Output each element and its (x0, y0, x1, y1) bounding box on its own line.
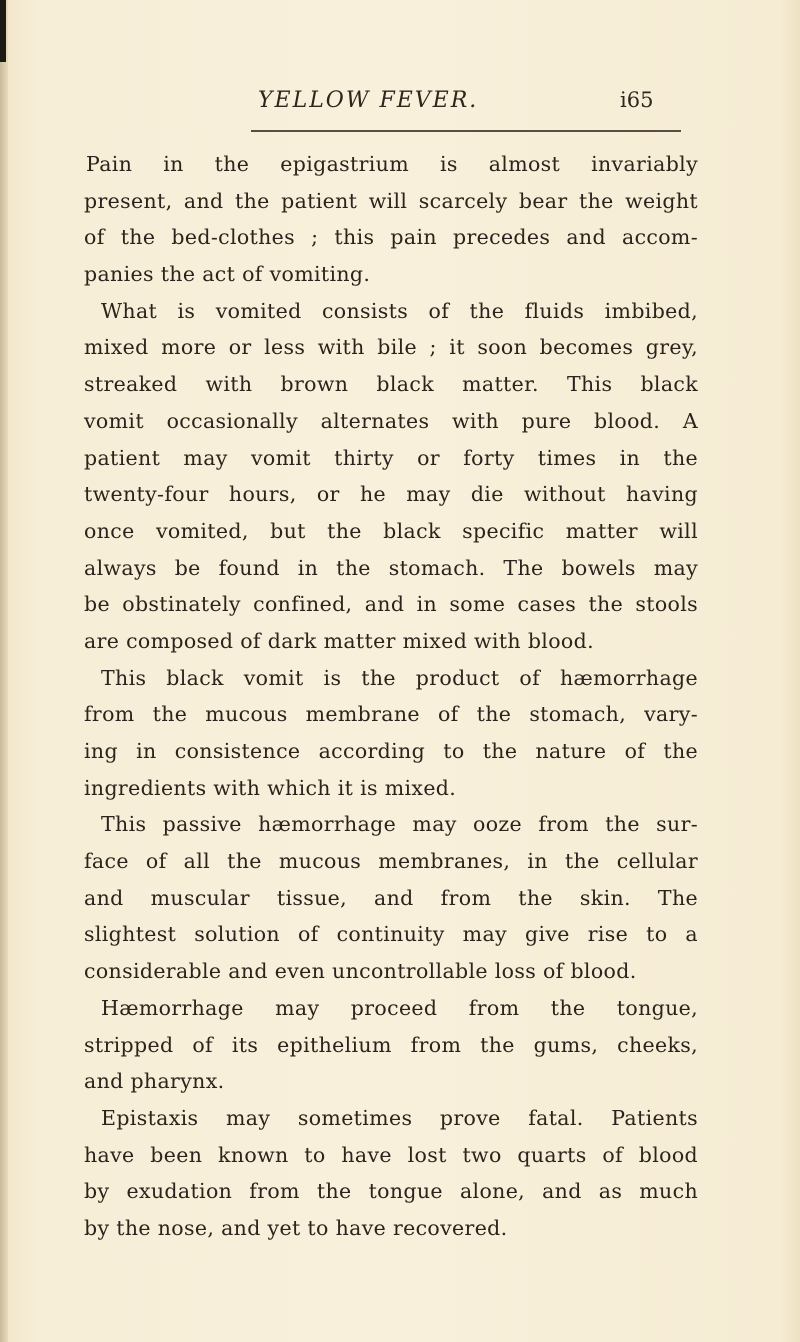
text-line: Epistaxis may sometimes prove fatal. Patients (101, 1105, 698, 1130)
text-line: considerable and even uncontrollable loss of blood. (84, 959, 637, 984)
binding-edge (0, 0, 8, 1342)
text-line: are composed of dark matter mixed with blood. (84, 628, 594, 653)
text-line: by exudation from the tongue alone, and as much (84, 1179, 698, 1204)
text-line: mixed more or less with bile ; it soon becomes grey, (84, 335, 698, 360)
body-text (84, 146, 698, 1247)
page-number: i65 (620, 88, 654, 112)
text-line: ing in consistence according to the nature of the (84, 739, 698, 763)
text-line: What is vomited consists of the fluids imbibed, (101, 298, 698, 323)
text-line: This passive hæmorrhage may ooze from the sur- (101, 812, 698, 837)
text-line: ingredients with which it is mixed. (84, 775, 457, 800)
text-line: once vomited, but the black specific matter will (84, 518, 698, 543)
header-rule (251, 130, 681, 132)
text-line: have been known to have lost two quarts of blood (84, 1142, 698, 1167)
text-line: patient may vomit thirty or forty times in the (84, 445, 698, 470)
text-line: streaked with brown black matter. This black (84, 372, 698, 397)
text-line: be obstinately confined, and in some cases the stools (84, 592, 698, 617)
text-line: face of all the mucous membranes, in the cellular (84, 849, 698, 874)
text-line: vomit occasionally alternates with pure blood. A (84, 408, 698, 433)
text-line: by the nose, and yet to have recovered. (84, 1215, 508, 1240)
text-line: always be found in the stomach. The bowels may (84, 555, 698, 580)
text-line: of the bed-clothes ; this pain precedes and accom- (84, 225, 698, 250)
text-line: and pharynx. (84, 1069, 225, 1094)
text-line: from the mucous membrane of the stomach, vary- (84, 702, 698, 727)
text-line: twenty-four hours, or he may die without having (84, 482, 698, 507)
text-line: This black vomit is the product of hæmorrhage (101, 665, 698, 690)
text-line: stripped of its epithelium from the gums, cheeks, (84, 1032, 698, 1057)
text-line: Pain in the epigastrium is almost invariably (86, 152, 698, 176)
running-header (250, 88, 670, 118)
running-title: YELLOW FEVER. (258, 88, 479, 113)
text-line: present, and the patient will scarcely bear the weight (84, 188, 698, 213)
text-line: Hæmorrhage may proceed from the tongue, (101, 995, 698, 1020)
binding-mark (0, 0, 6, 62)
text-line: slightest solution of continuity may give rise to a (84, 922, 698, 947)
text-line: panies the act of vomiting. (84, 262, 371, 287)
text-line: and muscular tissue, and from the skin. The (84, 885, 698, 910)
